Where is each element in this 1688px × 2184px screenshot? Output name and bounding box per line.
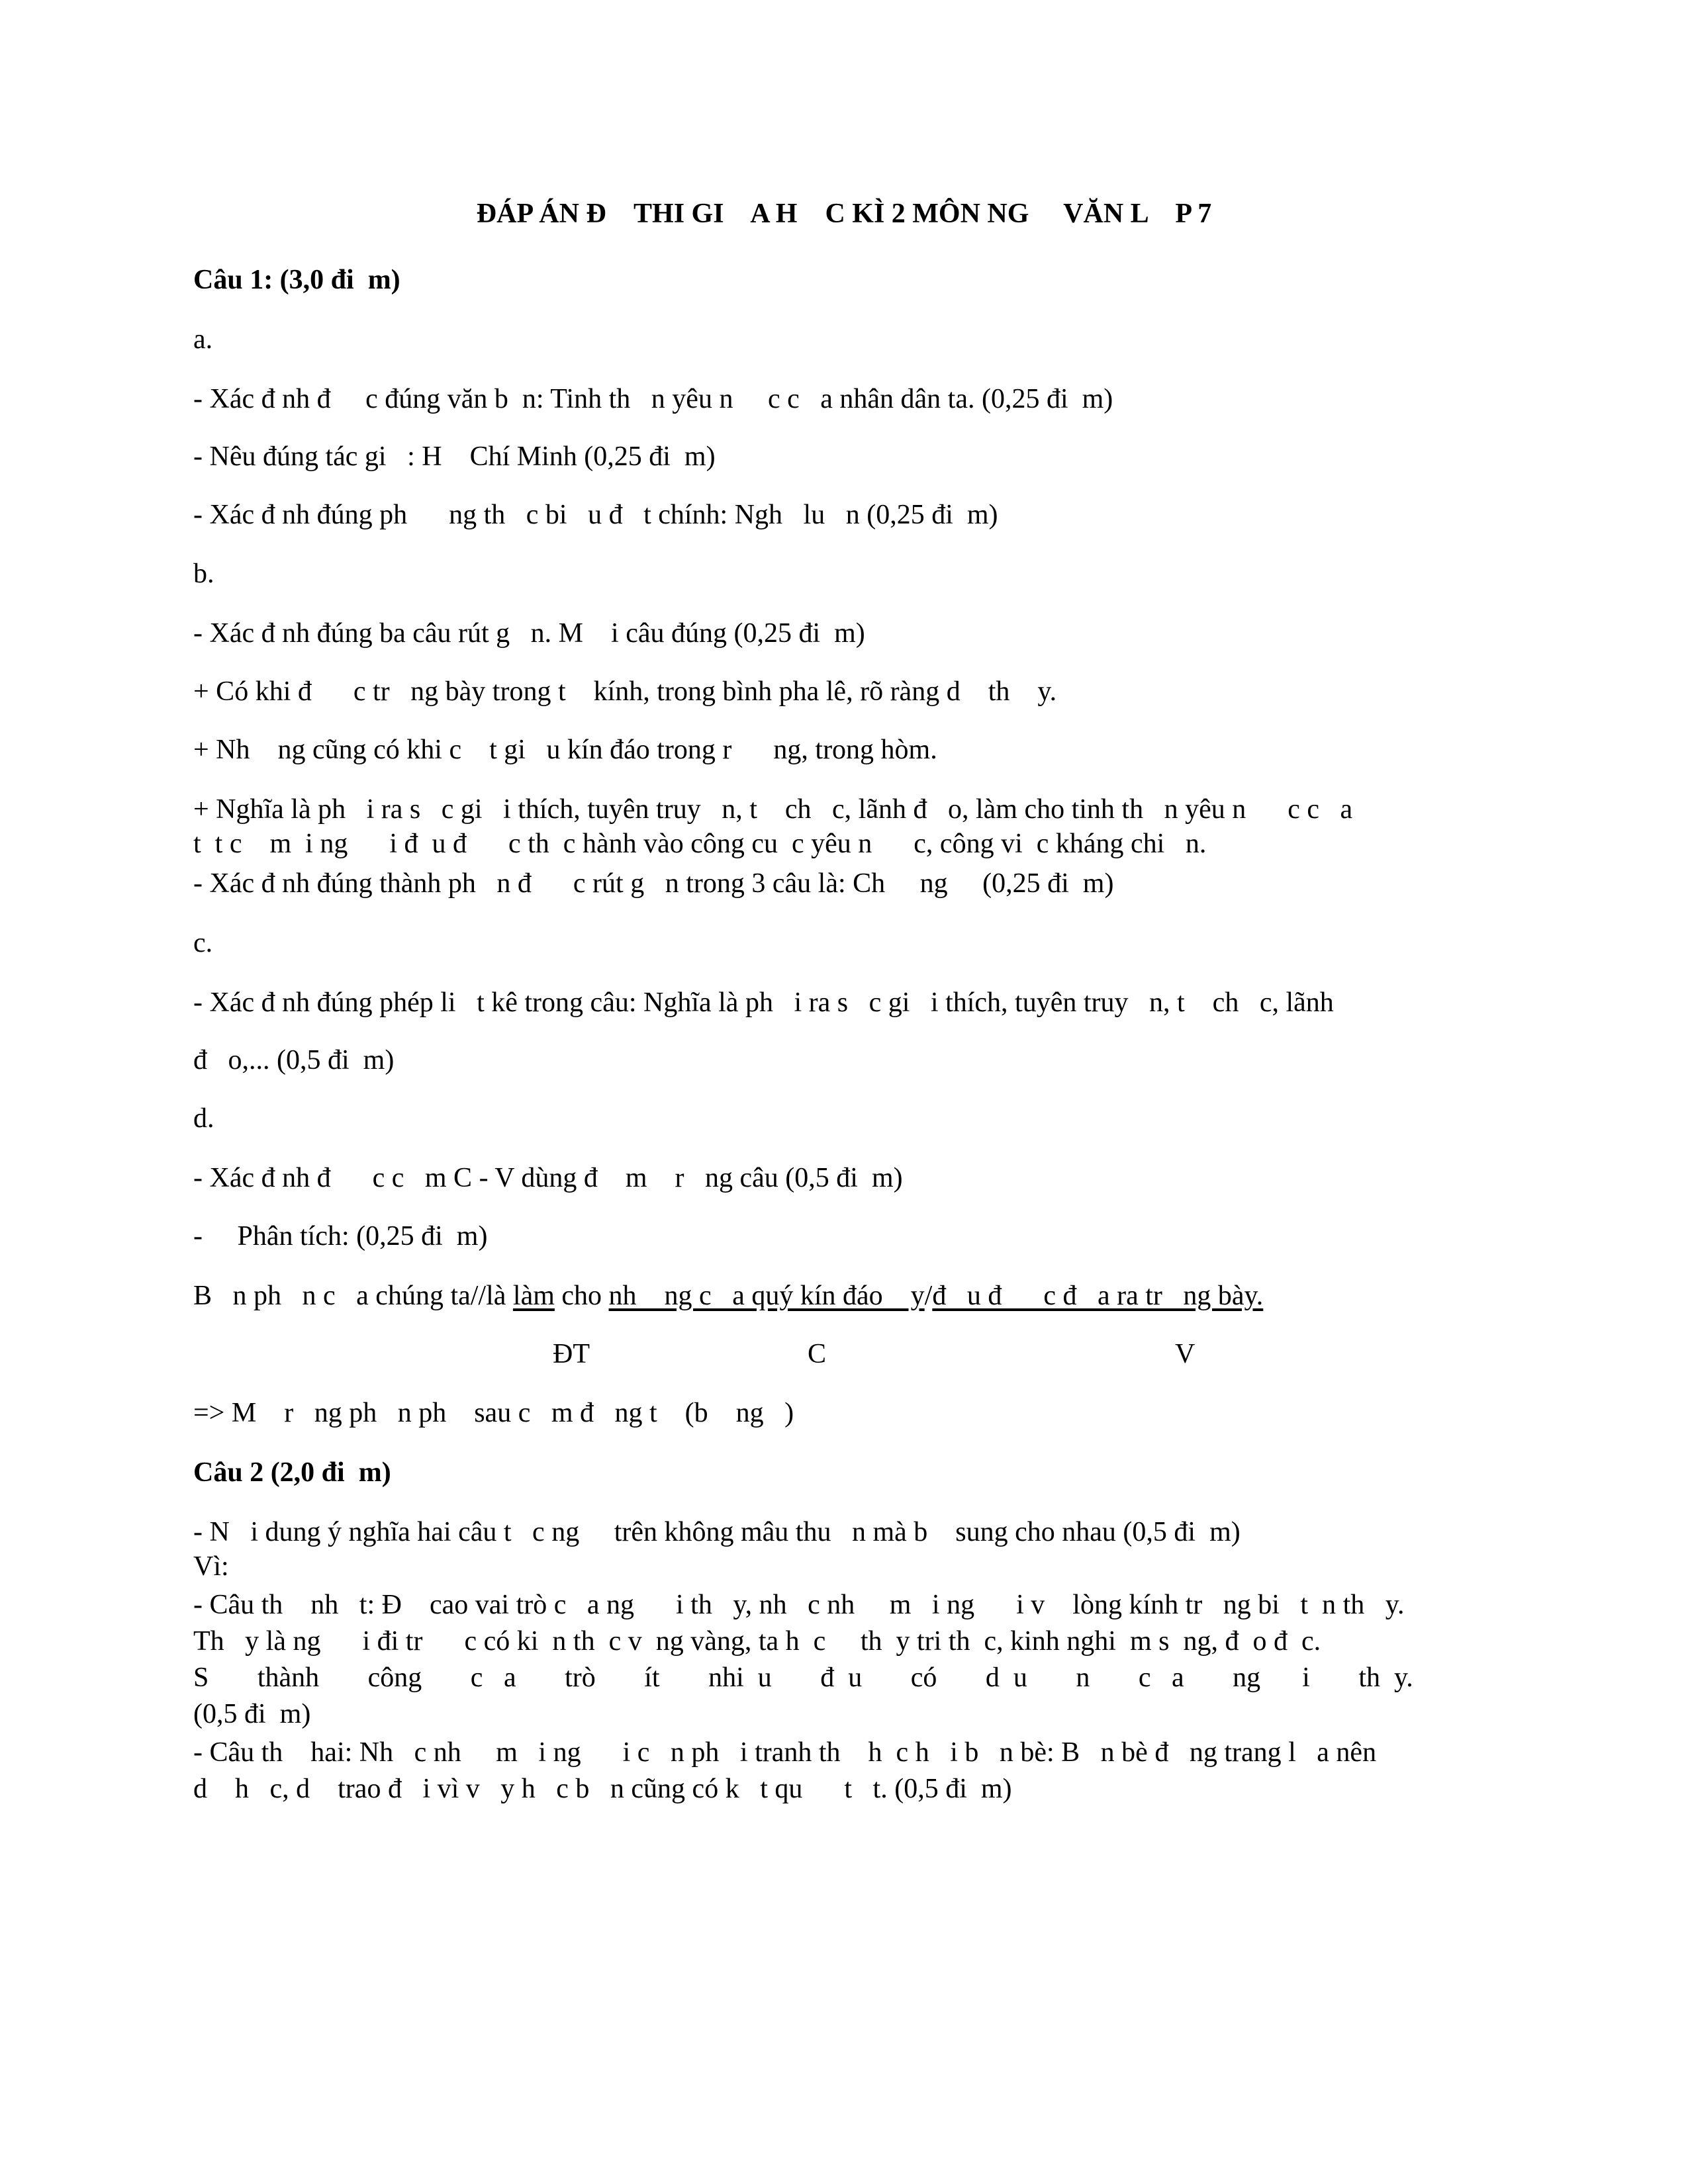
label-dt: ĐT bbox=[553, 1339, 590, 1369]
sentence-clause-predicate: đ u đ c đ a ra tr ng bày. bbox=[932, 1281, 1264, 1311]
sentence-verb: làm bbox=[512, 1281, 555, 1311]
cau1-b-line3: + Nh ng cũng có khi c t gi u kín đáo trong r ng, trong hòm. bbox=[193, 735, 937, 765]
cau2-heading: Câu 2 (2,0 đi m) bbox=[193, 1457, 391, 1488]
cau1-b-label: b. bbox=[193, 559, 214, 589]
sentence-slash: / bbox=[924, 1281, 933, 1311]
document-title: ĐÁP ÁN Đ THI GI A H C KÌ 2 MÔN NG VĂN L P 7 bbox=[476, 199, 1212, 229]
cau1-a-line1: - Xác đ nh đ c đúng văn b n: Tinh th n yêu n c c a nhân dân ta. (0,25 đi m) bbox=[193, 384, 1113, 414]
cau1-heading: Câu 1: (3,0 đi m) bbox=[193, 265, 400, 295]
cau2-para3-score: (0,5 đi m) bbox=[193, 1699, 311, 1729]
cau1-c-line1b: đ o,... (0,5 đi m) bbox=[193, 1045, 395, 1075]
cau1-b-line1: - Xác đ nh đúng ba câu rút g n. M i câu đúng (0,25 đi m) bbox=[193, 618, 865, 649]
cau2-para1: - N i dung ý nghĩa hai câu t c ng trên không mâu thu n mà b sung cho nhau (0,5 đi m) bbox=[193, 1517, 1241, 1547]
cau1-d-analysis-sentence bbox=[193, 1279, 1263, 1312]
sentence-subject: B n ph n c a chúng ta//là bbox=[193, 1281, 513, 1311]
cau2-vi: Vì: bbox=[193, 1551, 229, 1582]
cau1-d-line4: => M r ng ph n ph sau c m đ ng t (b ng ) bbox=[193, 1398, 794, 1428]
cau1-d-line1: - Xác đ nh đ c c m C - V dùng đ m r ng câu (0,5 đi m) bbox=[193, 1163, 903, 1193]
cau1-d-label: d. bbox=[193, 1103, 214, 1134]
cau2-para4-line1: - Câu th hai: Nh c nh m i ng i c n ph i tranh th h c h i b n bè: B n bè đ ng trang l a nên bbox=[193, 1737, 1377, 1768]
cau1-a-line3: - Xác đ nh đúng ph ng th c bi u đ t chính: Ngh lu n (0,25 đi m) bbox=[193, 500, 998, 530]
cau2-para3-line2: Th y là ng i đi tr c có ki n th c v ng vàng, ta h c th y tri th c, kinh nghi m s ng, đ o đ c. bbox=[193, 1626, 1321, 1657]
sentence-clause-subject: nh ng c a quý kín đáo y bbox=[608, 1281, 925, 1311]
sentence-connector: cho bbox=[554, 1281, 609, 1311]
cau1-a-line2: - Nêu đúng tác gi : H Chí Minh (0,25 đi m) bbox=[193, 441, 716, 472]
cau2-para3-line3: S thành công c a trò ít nhi u đ u có d u n c a ng i th y. bbox=[193, 1662, 1413, 1693]
cau1-b-line4a: + Nghĩa là ph i ra s c gi i thích, tuyên truy n, t ch c, lãnh đ o, làm cho tinh th n yêu n c c a bbox=[193, 794, 1353, 825]
cau1-b-line2: + Có khi đ c tr ng bày trong t kính, trong bình pha lê, rõ ràng d th y. bbox=[193, 676, 1057, 707]
cau2-para3-line1: - Câu th nh t: Đ cao vai trò c a ng i th y, nh c nh m i ng i v lòng kính tr ng bi t n th y. bbox=[193, 1590, 1405, 1620]
label-v: V bbox=[1175, 1339, 1196, 1369]
cau1-d-line2: - Phân tích: (0,25 đi m) bbox=[193, 1221, 488, 1251]
cau2-para4-line2: d h c, d trao đ i vì v y h c b n cũng có k t qu t t. (0,5 đi m) bbox=[193, 1774, 1012, 1804]
cau1-a-label: a. bbox=[193, 324, 213, 355]
label-c: C bbox=[808, 1339, 827, 1369]
cau1-b-line5: - Xác đ nh đúng thành ph n đ c rút g n trong 3 câu là: Ch ng (0,25 đi m) bbox=[193, 868, 1114, 899]
cau1-c-line1a: - Xác đ nh đúng phép li t kê trong câu: Nghĩa là ph i ra s c gi i thích, tuyên truy n, t ch c, lãnh bbox=[193, 987, 1334, 1018]
cau1-b-line4b: t t c m i ng i đ u đ c th c hành vào công cu c yêu n c, công vi c kháng chi n. bbox=[193, 829, 1207, 859]
cau1-c-label: c. bbox=[193, 928, 213, 958]
